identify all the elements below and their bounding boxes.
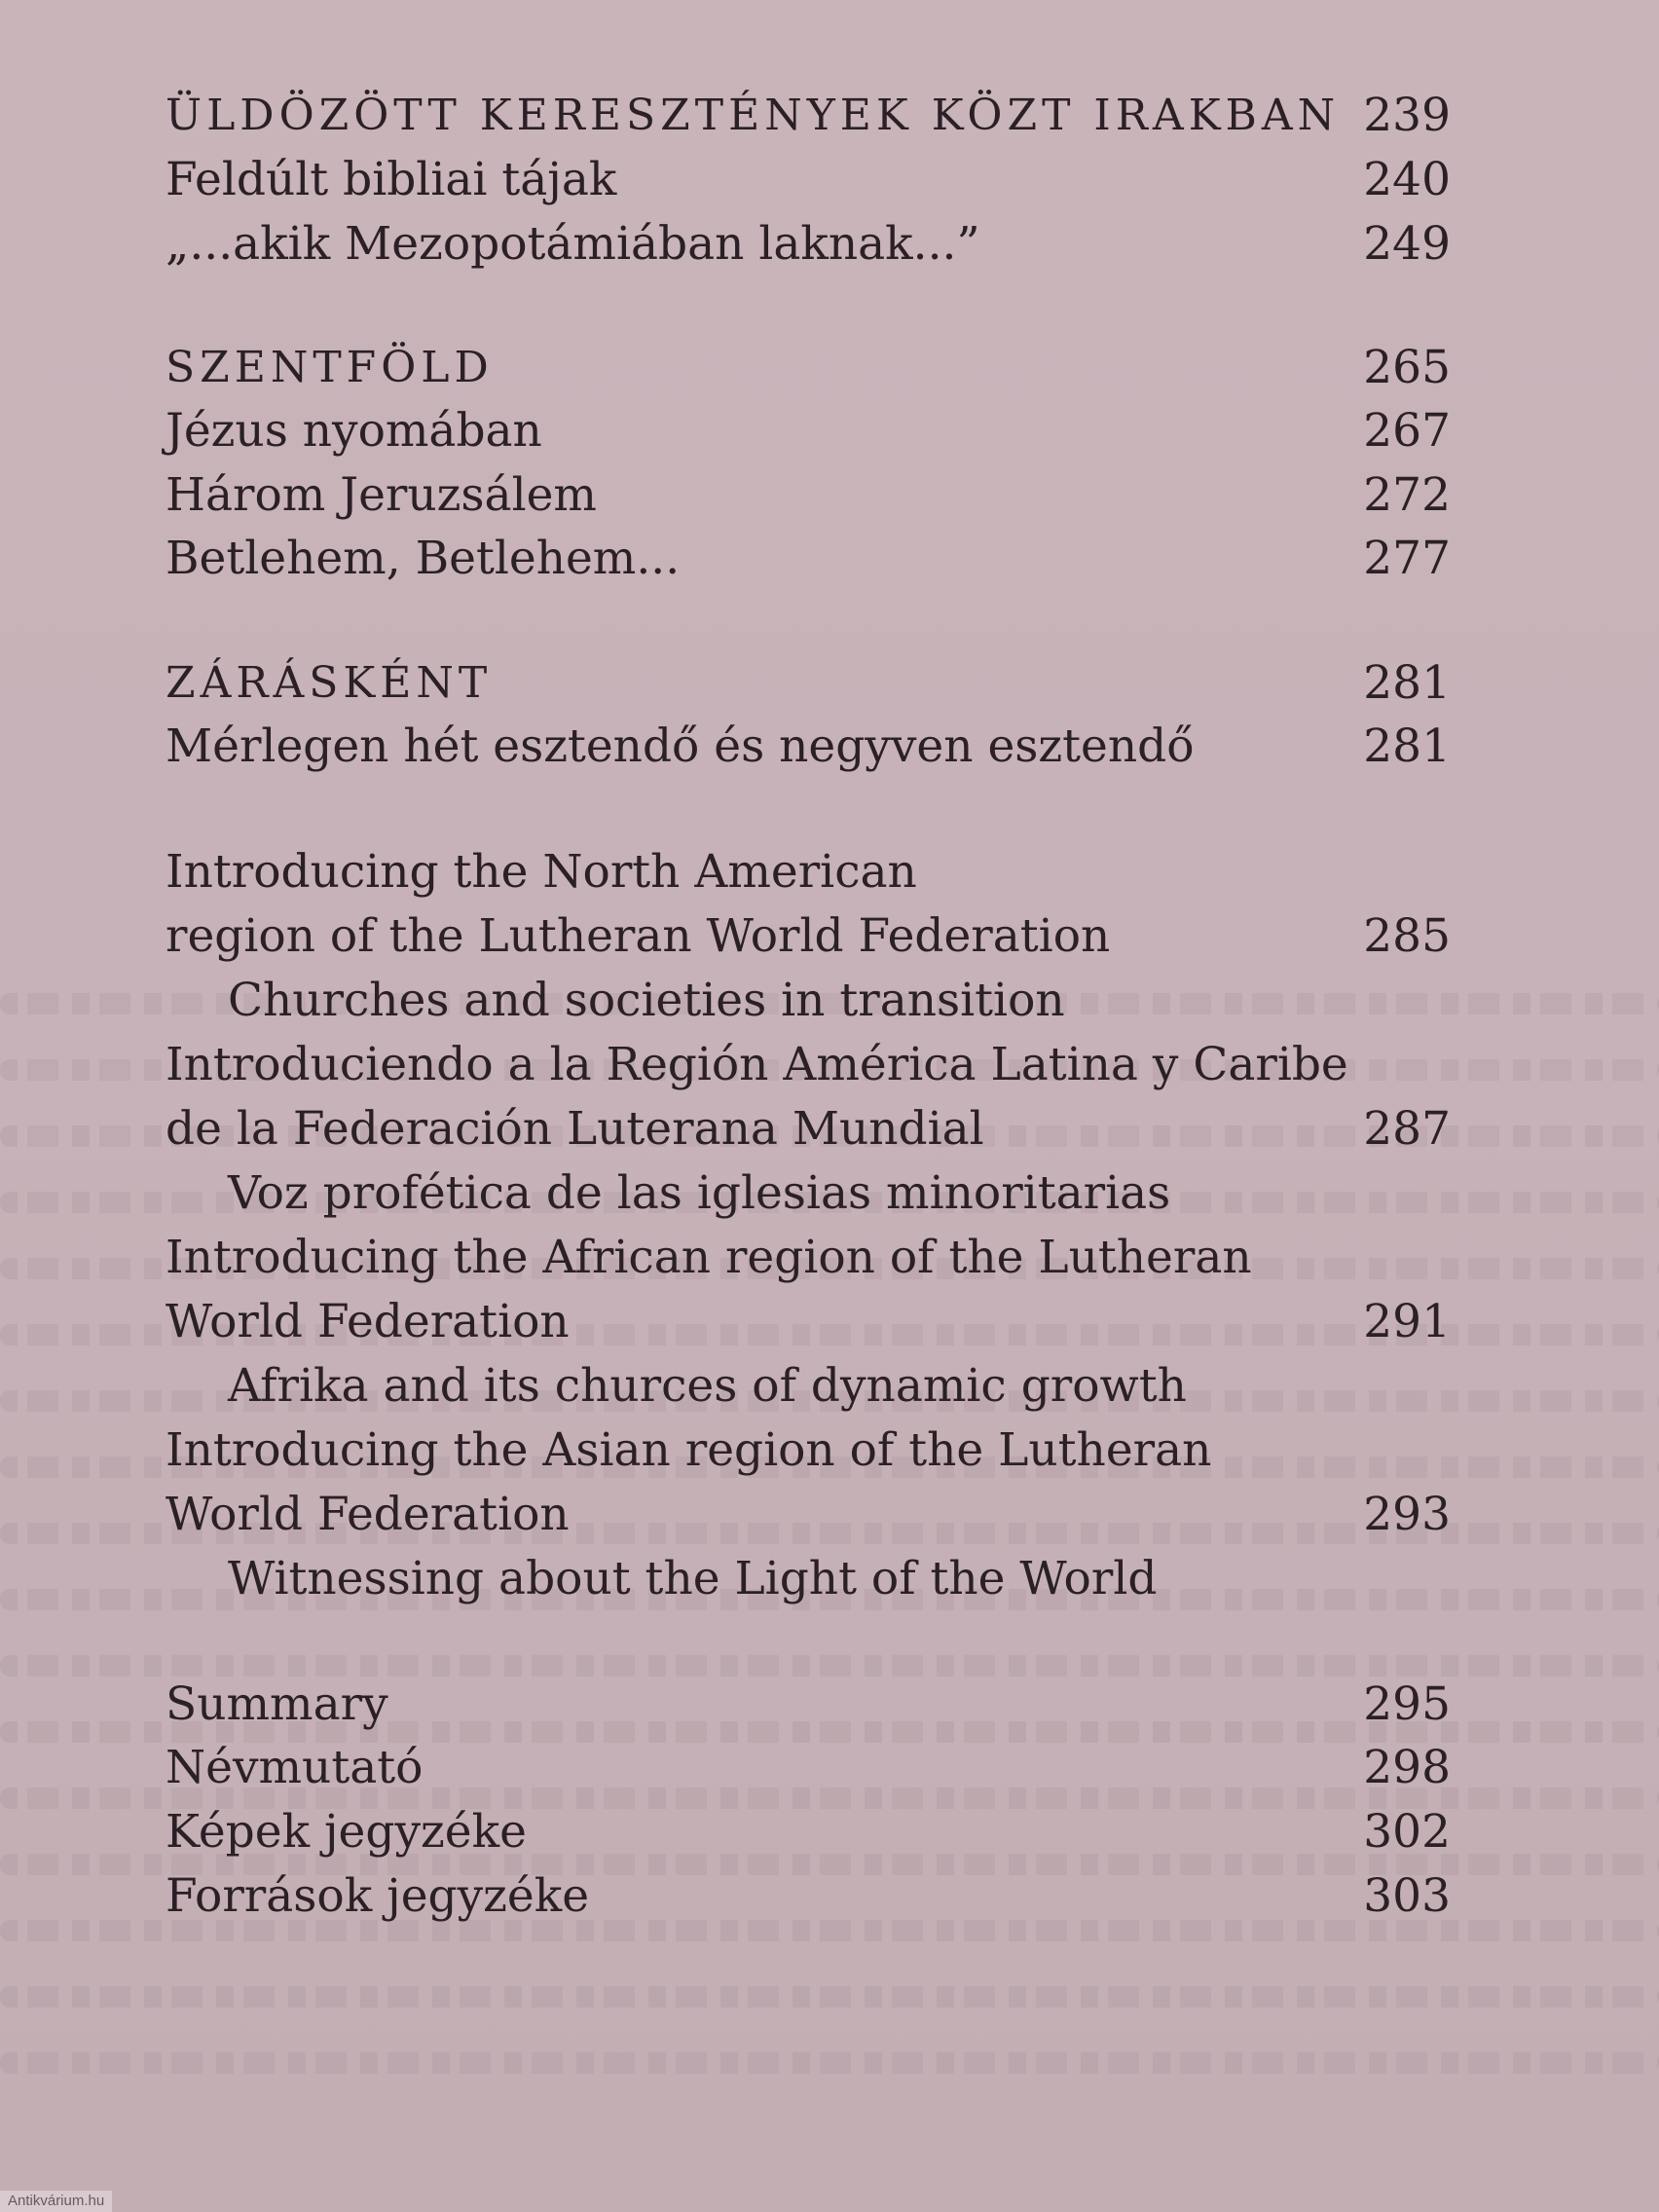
toc-heading-label: ÜLDÖZÖTT KERESZTÉNYEK KÖZT IRAKBAN xyxy=(166,91,1341,140)
toc-subentry xyxy=(166,1161,1451,1226)
toc-entry xyxy=(166,904,1451,969)
toc-page-number: 295 xyxy=(1363,1677,1451,1731)
toc-subentry-label: Churches and societies in transition xyxy=(228,974,1065,1027)
toc-entry xyxy=(166,527,1451,591)
toc-page-number: 293 xyxy=(1363,1488,1451,1541)
toc-page-number: 281 xyxy=(1363,656,1451,710)
toc-entry-label: Feldúlt bibliai tájak xyxy=(166,153,617,206)
toc-section-heading xyxy=(166,336,1451,400)
toc-page-number: 249 xyxy=(1363,217,1451,271)
toc-heading-label: SZENTFÖLD xyxy=(166,343,494,392)
toc-entry-label: „...akik Mezopotámiában laknak...” xyxy=(166,217,980,271)
toc-entry-label: Introduciendo a la Región América Latina y Caribe xyxy=(166,1038,1348,1091)
toc-entry-label: Mérlegen hét esztendő és negyven esztendő xyxy=(166,719,1195,773)
toc-entry-label: Névmutató xyxy=(166,1741,424,1794)
toc-entry xyxy=(166,463,1451,528)
toc-entry xyxy=(166,1226,1451,1290)
toc-entry-label: Introducing the African region of the Lutheran xyxy=(166,1231,1252,1284)
toc-entry-label: region of the Lutheran World Federation xyxy=(166,909,1111,963)
toc-entry-label: Jézus nyomában xyxy=(166,404,542,458)
toc-page-number: 281 xyxy=(1363,719,1451,773)
toc-section-heading xyxy=(166,84,1451,148)
toc-entry-label: World Federation xyxy=(166,1295,570,1348)
toc-entry-label: Introducing the North American xyxy=(166,845,917,899)
toc-entry xyxy=(166,1800,1451,1864)
toc-page-number: 298 xyxy=(1363,1741,1451,1794)
toc-entry xyxy=(166,715,1451,779)
toc-entry xyxy=(166,1419,1451,1483)
toc-page-number: 267 xyxy=(1363,404,1451,458)
toc-page-number: 291 xyxy=(1363,1295,1451,1348)
toc-section-heading xyxy=(166,651,1451,716)
toc-page-number: 239 xyxy=(1363,89,1451,142)
toc-entry xyxy=(166,1097,1451,1161)
toc-subentry-label: Witnessing about the Light of the World xyxy=(228,1552,1158,1605)
toc-subentry-label: Afrika and its churces of dynamic growth xyxy=(228,1359,1187,1413)
toc-entry-label: Summary xyxy=(166,1677,388,1731)
toc-subentry xyxy=(166,1547,1451,1611)
toc-entry xyxy=(166,1033,1451,1097)
toc-entry-label: Források jegyzéke xyxy=(166,1869,590,1923)
toc-entry xyxy=(166,1290,1451,1354)
toc-entry-label: Képek jegyzéke xyxy=(166,1805,527,1859)
toc-entry xyxy=(166,399,1451,463)
toc-subentry xyxy=(166,969,1451,1033)
watermark: Antikvárium.hu xyxy=(0,2191,112,2212)
toc-page-number: 240 xyxy=(1363,153,1451,206)
toc-subentry-label: Voz profética de las iglesias minoritarias xyxy=(228,1166,1171,1220)
toc-entry-label: World Federation xyxy=(166,1488,570,1541)
toc-entry-label: Introducing the Asian region of the Lutheran xyxy=(166,1423,1212,1477)
toc-entry-label: de la Federación Luterana Mundial xyxy=(166,1102,984,1156)
toc-entry xyxy=(166,148,1451,212)
toc-page-number: 287 xyxy=(1363,1102,1451,1156)
toc-page-number: 303 xyxy=(1363,1869,1451,1923)
toc-page-number: 265 xyxy=(1363,341,1451,394)
toc-entry xyxy=(166,1864,1451,1929)
toc-page-number: 277 xyxy=(1363,532,1451,585)
toc-entry xyxy=(166,1736,1451,1800)
toc-entry-label: Három Jeruzsálem xyxy=(166,468,597,522)
toc-entry xyxy=(166,840,1451,904)
toc-subentry xyxy=(166,1354,1451,1419)
toc-entry-label: Betlehem, Betlehem... xyxy=(166,532,681,585)
toc-page-number: 285 xyxy=(1363,909,1451,963)
toc-page-number: 302 xyxy=(1363,1805,1451,1859)
toc-page-number: 272 xyxy=(1363,468,1451,522)
toc-entry xyxy=(166,1673,1451,1737)
toc-entry xyxy=(166,212,1451,276)
toc-heading-label: ZÁRÁSKÉNT xyxy=(166,658,493,708)
toc-entry xyxy=(166,1483,1451,1547)
